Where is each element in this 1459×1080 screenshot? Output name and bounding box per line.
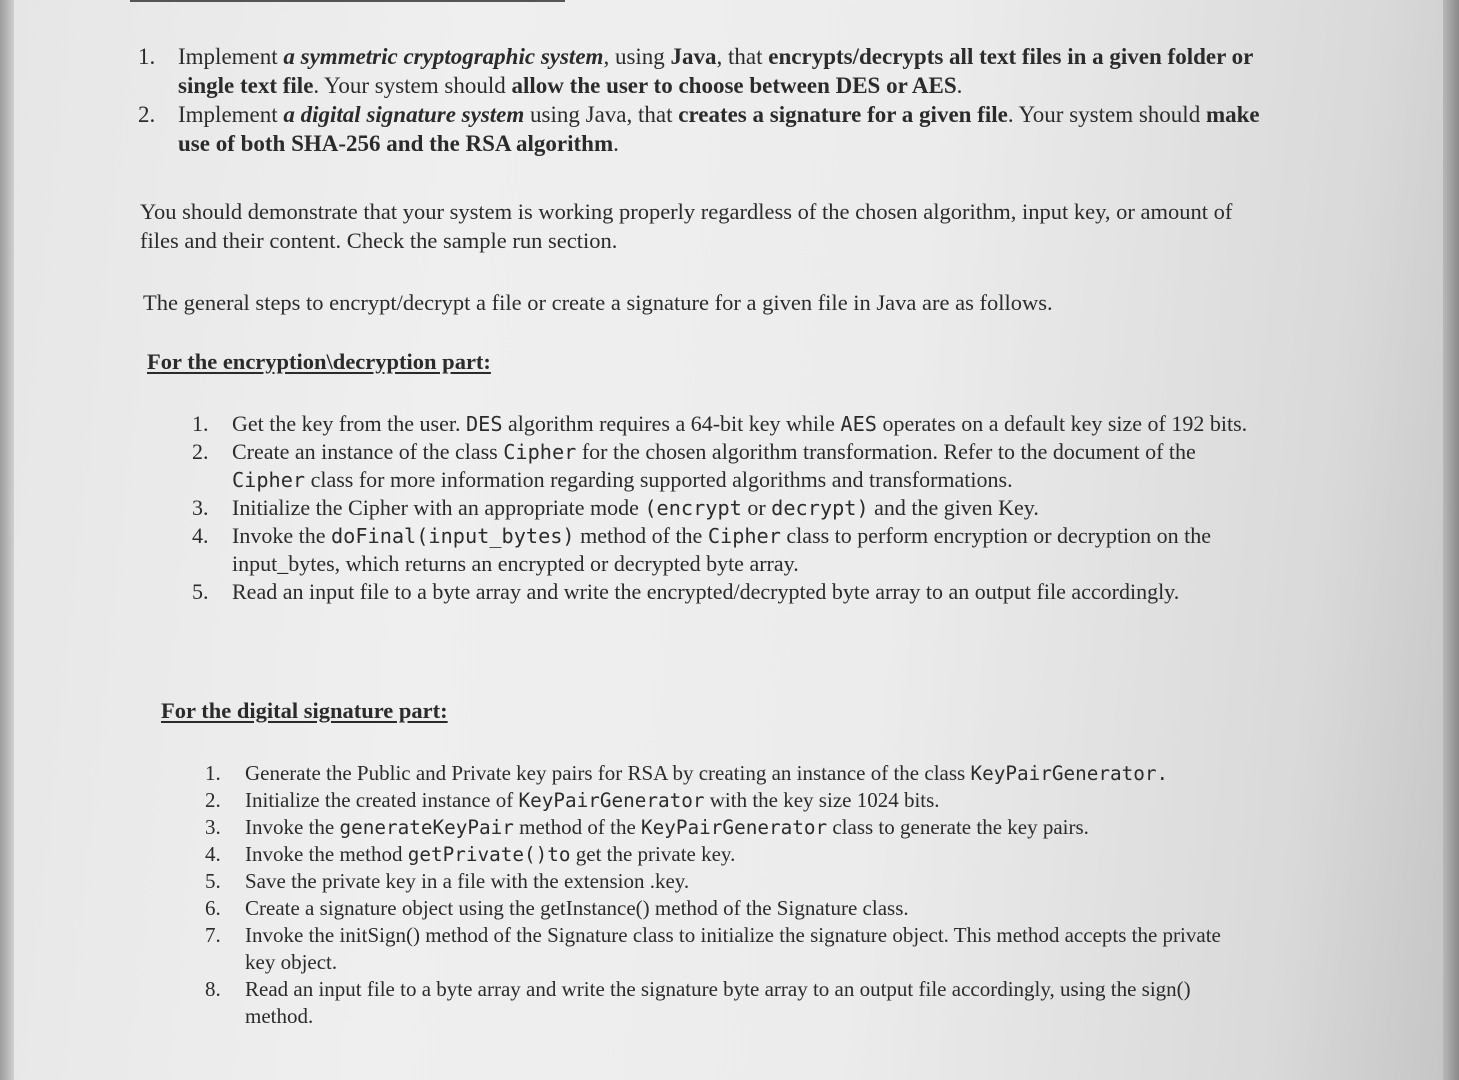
list-item-text: for the chosen algorithm transformation. Refer to the document of the — [576, 439, 1196, 464]
list-item-text: operates on a default key size of 192 bits. — [876, 411, 1248, 436]
list-item-text: creates a signature for a given file — [678, 102, 1008, 127]
list-item-text: Invoke the — [232, 523, 331, 548]
list-item-text: . Your system should — [1007, 102, 1206, 127]
list-item-text: class to generate the key pairs. — [827, 815, 1089, 839]
list-item-number: 1. — [138, 44, 156, 69]
list-item-text: a digital signature system — [283, 102, 525, 127]
list-item — [205, 868, 1245, 895]
code-text: KeyPairGenerator — [518, 789, 705, 812]
list-item-text: with the key size 1024 bits. — [704, 788, 940, 812]
list-item-text: . — [956, 73, 963, 98]
code-text: AES — [840, 412, 877, 436]
list-item-text: . Your system should — [313, 73, 512, 98]
list-item-text: Java — [670, 44, 717, 69]
list-item-number: 6. — [205, 896, 221, 920]
code-text: Cipher — [707, 524, 781, 548]
list-item-number: 2. — [205, 788, 221, 812]
code-text: getPrivate()to — [407, 843, 571, 866]
list-item-text: Read an input file to a byte array and write the encrypted/decrypted byte array to an output file accordingly. — [232, 579, 1180, 604]
list-item-text: class for more information regarding supported algorithms and transformations. — [305, 467, 1013, 492]
list-item-text: algorithm requires a 64-bit key while — [502, 411, 841, 436]
signature-steps-list — [205, 760, 1245, 1030]
list-item-text: make use of both SHA-256 and the RSA algorithm — [178, 102, 1260, 156]
paragraph-general-steps: The general steps to encrypt/decrypt a file or create a signature for a given file in Java are as follows. — [143, 290, 1053, 315]
heading-signature-part: For the digital signature part: — [161, 698, 448, 723]
list-item-number: 2. — [138, 102, 156, 127]
list-item — [192, 522, 1272, 578]
code-text: doFinal(input_bytes) — [330, 524, 575, 548]
list-item-text: . — [613, 131, 619, 156]
code-text: decrypt) — [771, 496, 869, 520]
list-item — [205, 787, 1245, 814]
code-text: Cipher — [503, 440, 577, 464]
list-item-number: 2. — [192, 439, 209, 464]
code-text: KeyPairGenerator. — [970, 762, 1169, 785]
list-item-text: Generate the Public and Private key pairs for RSA by creating an instance of the class — [245, 761, 971, 785]
list-item-text: and the given Key. — [868, 495, 1039, 520]
list-item-text: , using — [603, 44, 671, 69]
list-item — [138, 100, 1278, 158]
list-item-text: class to perform encryption or decryption on the input_bytes, which returns an encrypted or decrypted byte array. — [232, 523, 1212, 576]
list-item-number: 3. — [192, 495, 209, 520]
list-item — [205, 814, 1245, 841]
list-item-text: Get the key from the user. — [232, 411, 466, 436]
code-text: Cipher — [232, 468, 306, 492]
list-item-text: Save the private key in a file with the extension .key. — [245, 869, 690, 893]
list-item — [192, 410, 1272, 438]
list-item — [192, 578, 1272, 606]
list-item-number: 1. — [192, 411, 209, 436]
list-item-text: method of the — [513, 815, 642, 839]
list-item-text: encrypts/decrypts all text files in a given folder or single text file — [178, 44, 1253, 98]
code-text: generateKeyPair — [339, 816, 514, 839]
list-item-text: Invoke the initSign() method of the Signature class to initialize the signature object. This method accepts the private key object. — [245, 923, 1221, 974]
list-item-text: Create a signature object using the getInstance() method of the Signature class. — [245, 896, 909, 920]
list-item-number: 4. — [192, 523, 209, 548]
list-item-text: a symmetric cryptographic system — [283, 44, 604, 69]
list-item-number: 8. — [205, 977, 221, 1001]
list-item — [205, 760, 1245, 787]
list-item-text: Read an input file to a byte array and write the signature byte array to an output file accordingly, using the sign() method. — [245, 977, 1191, 1028]
list-item-text: Implement — [178, 102, 284, 127]
list-item-number: 3. — [205, 815, 221, 839]
list-item-number: 4. — [205, 842, 221, 866]
paragraph-demo: You should demonstrate that your system is working properly regardless of the chosen algorithm, input key, or amount of files and their content. Check the sample run section. — [140, 199, 1233, 253]
list-item-text: Initialize the Cipher with an appropriate mode — [232, 495, 645, 520]
list-item-text: Implement — [178, 44, 284, 69]
list-item-number: 7. — [205, 923, 221, 947]
list-item — [205, 976, 1245, 1030]
intro-task-list — [138, 42, 1278, 158]
list-item-text: using Java, that — [524, 102, 679, 127]
list-item — [205, 895, 1245, 922]
list-item-text: or — [741, 495, 772, 520]
list-item — [205, 841, 1245, 868]
list-item-text: Create an instance of the class — [232, 439, 504, 464]
list-item-text: Initialize the created instance of — [245, 788, 519, 812]
list-item — [192, 438, 1272, 494]
list-item — [192, 494, 1272, 522]
list-item-number: 5. — [205, 869, 221, 893]
code-text: KeyPairGenerator — [641, 816, 828, 839]
heading-encryption-part: For the encryption\decryption part: — [147, 349, 491, 374]
list-item — [205, 922, 1245, 976]
list-item-text: get the private key. — [570, 842, 736, 866]
encryption-steps-list — [192, 410, 1272, 606]
code-text: (encrypt — [644, 496, 742, 520]
list-item-text: , that — [716, 44, 769, 69]
list-item-number: 1. — [205, 761, 221, 785]
list-item-text: allow the user to choose between DES or AES — [511, 73, 957, 98]
code-text: DES — [466, 412, 503, 436]
list-item-text: Invoke the method — [245, 842, 408, 866]
list-item-number: 5. — [192, 579, 209, 604]
list-item-text: Invoke the — [245, 815, 340, 839]
list-item-text: method of the — [574, 523, 708, 548]
list-item — [138, 42, 1278, 100]
